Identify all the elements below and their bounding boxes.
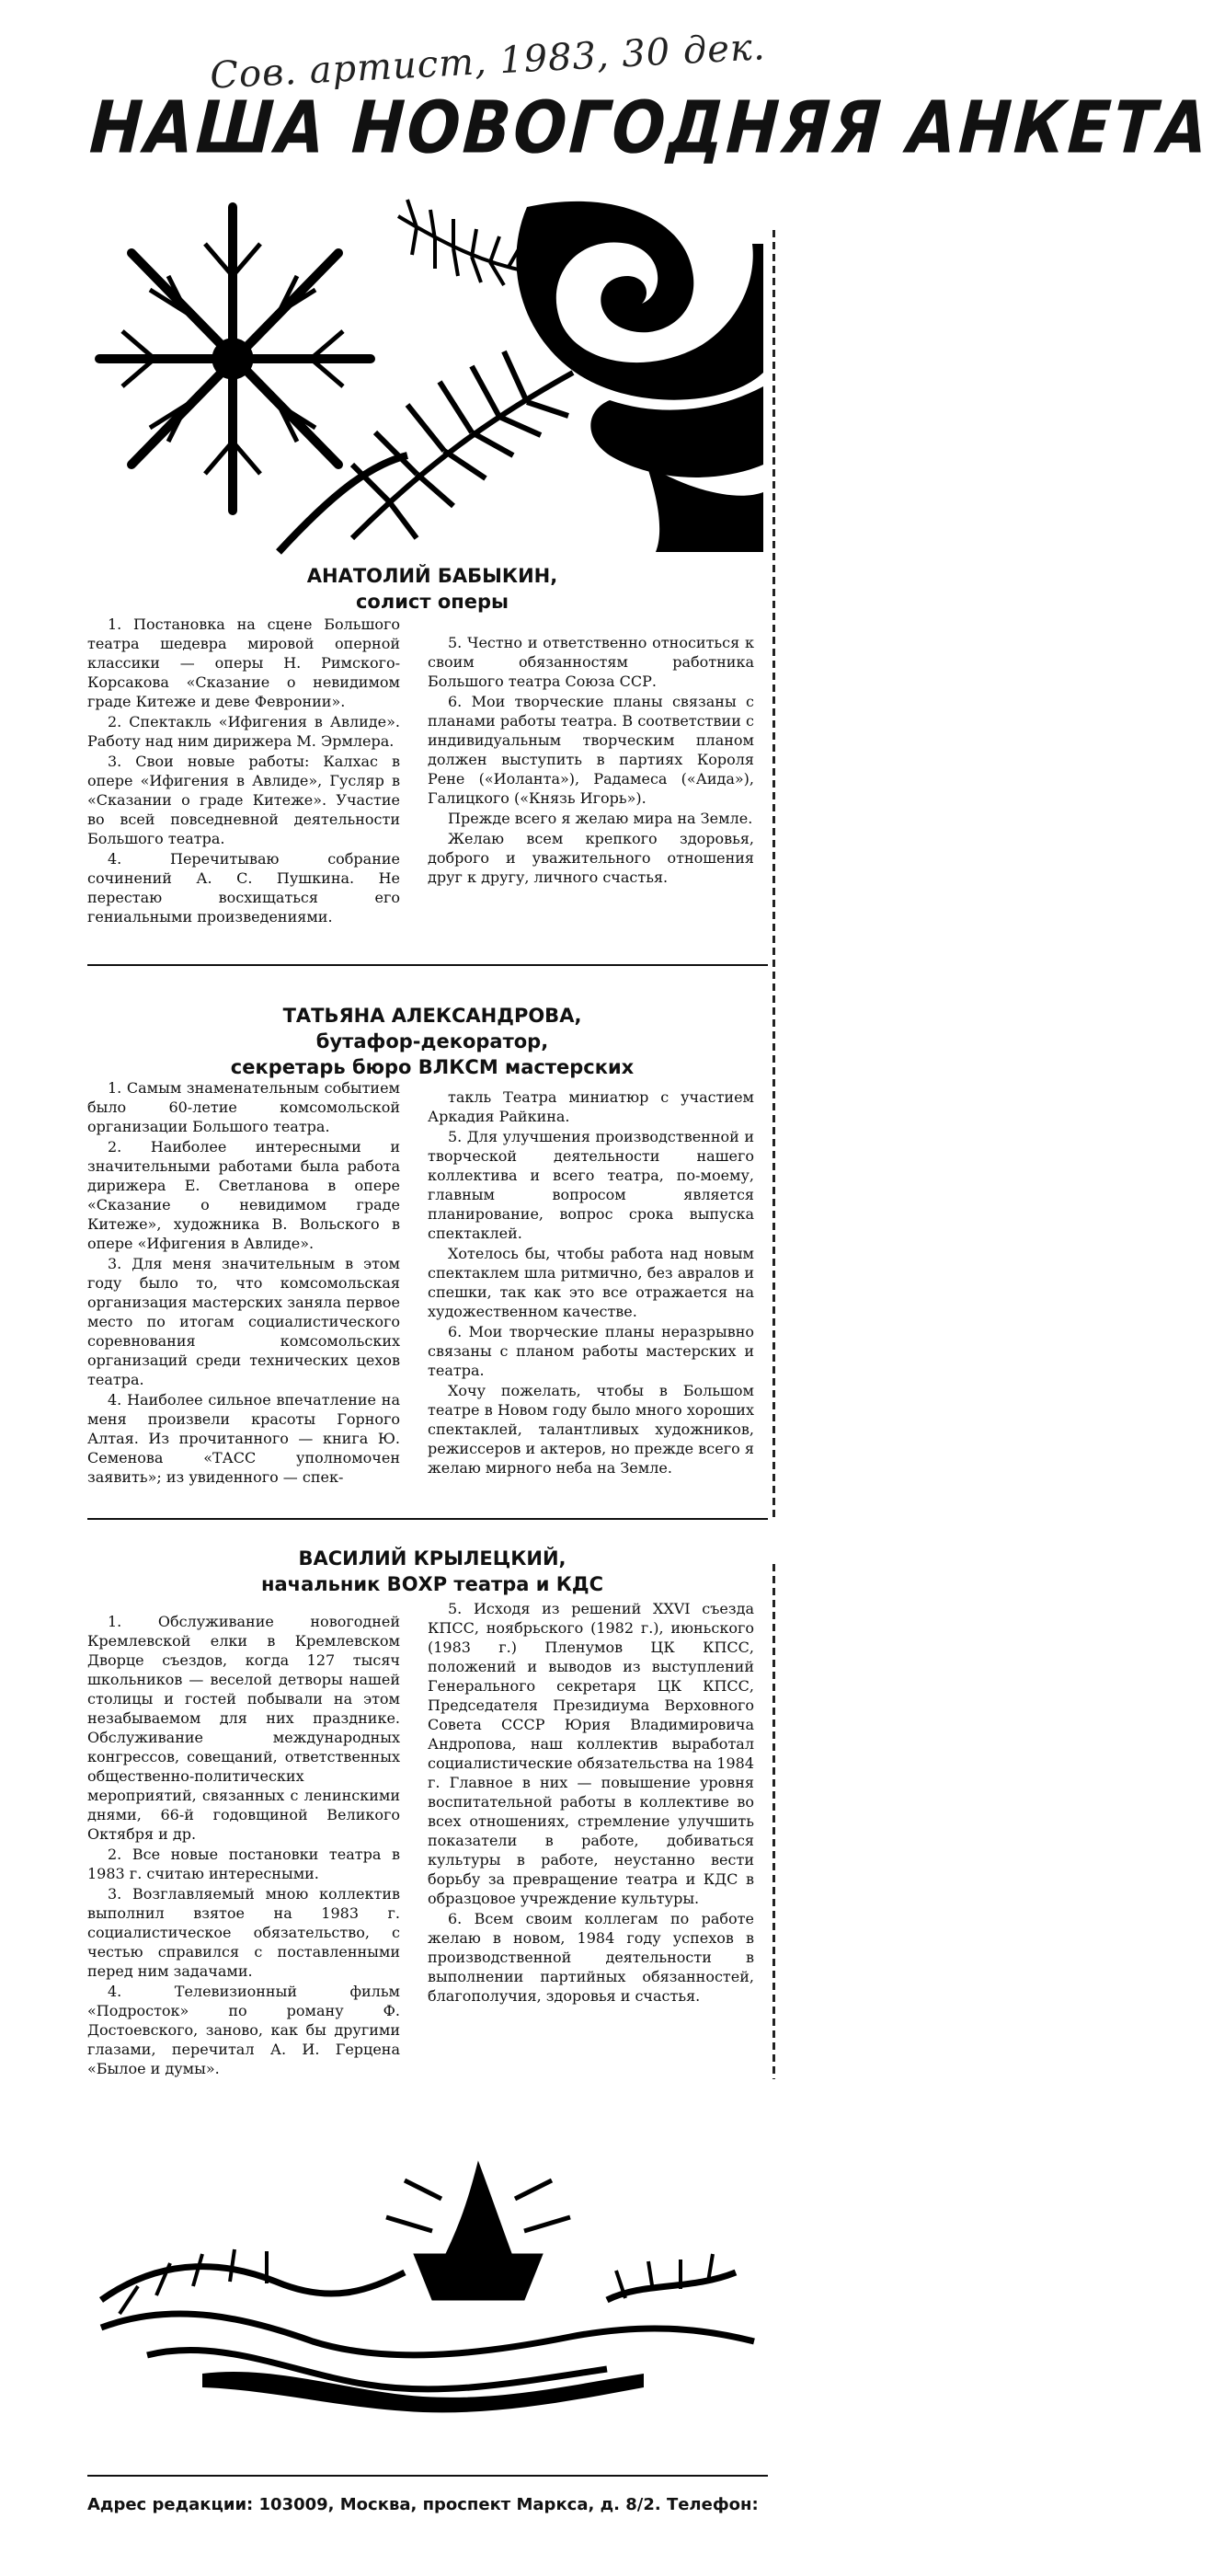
answer-paragraph: 1. Самым знаменательным событием было 60-летие комсомольской организации Большого театра.	[87, 1079, 400, 1135]
answer-paragraph: 6. Мои творческие планы неразрывно связаны с планом работы мастерских и театра.	[428, 1323, 754, 1379]
answer-paragraph: 3. Возглавляемый мною коллектив выполнил взятое на 1983 г. социалистическое обязательство, с честью справился с поставленными перед ним задачами.	[87, 1885, 400, 1980]
answer-paragraph: 2. Спектакль «Ифигения в Авлиде». Работу над ним дирижера М. Эрмлера.	[87, 713, 400, 750]
section-1-header	[92, 563, 772, 615]
section-1-right-column	[428, 633, 754, 888]
section-3-name: ВАСИЛИЙ КРЫЛЕЦКИЙ,	[298, 1547, 566, 1570]
answer-paragraph: 1. Постановка на сцене Большого театра шедевра мировой оперной классики — оперы Н. Римского-Корсакова «Сказание о невидимом граде Китеже и деве Февронии».	[87, 615, 400, 710]
answer-paragraph: 4. Телевизионный фильм «Подросток» по роману Ф. Достоевского, заново, как бы другими глазами, перечитал А. И. Герцена «Былое и думы».	[87, 1983, 400, 2077]
answer-paragraph: Хотелось бы, чтобы работа над новым спектаклем шла ритмично, без авралов и спешки, так как это все отражается на художественном качестве.	[428, 1245, 754, 1320]
handwritten-note: Сов. артист, 1983, 30 дек.	[209, 26, 767, 98]
answer-paragraph: 5. Честно и ответственно относиться к своим обязанностям работника Большого театра Союза ССР.	[428, 634, 754, 690]
answer-paragraph: 3. Свои новые работы: Калхас в опере «Ифигения в Авлиде», Гусляр в «Сказании о граде Китеже». Участие во всей повседневной деятельности Большого театра.	[87, 753, 400, 847]
section-2-right-column	[428, 1087, 754, 1478]
section-2-name: ТАТЬЯНА АЛЕКСАНДРОВА,	[282, 1005, 582, 1027]
answer-paragraph: 6. Мои творческие планы связаны с планами работы театра. В соответствии с индивидуальным творческим планом должен выступить в партиях Короля Рене («Иоланта»), Радамеса («Аида»), Галицкого («Князь Игорь»).	[428, 693, 754, 807]
section-2-header	[92, 1003, 772, 1080]
answer-paragraph: 5. Исходя из решений XXVI съезда КПСС, ноябрьского (1982 г.), июньского (1983 г.) Пленумов ЦК КПСС, положений и выводов из выступлений Генерального секретаря ЦК КПСС, Председателя Президиума Верховного Совета СССР Юрия Владимировича Андропова, наш коллектив выработал социалистические обязательства на 1984 г. Главное в них — повышение уровня воспитательной работы в коллективе во всех отношениях, стремление улучшить показатели в работе, добиваться культуры в работе, неустанно вести борьбу за превращение театра и КДС в образцовое учреждение культуры.	[428, 1600, 754, 1907]
masthead-title: НАША НОВОГОДНЯЯ АНКЕТА	[87, 86, 1213, 170]
section-3-left-column	[87, 1612, 400, 2079]
answer-paragraph: 2. Наиболее интересными и значительными работами была работа дирижера Е. Светланова в опере «Сказание о невидимом граде Китеже», художника В. Вольского в опере «Ифигения в Авлиде».	[87, 1138, 400, 1252]
footer-divider	[87, 2475, 768, 2477]
answer-paragraph: 3. Для меня значительным в этом году было то, что комсомольская организация мастерских заняла первое место по итогам социалистического соревнования комсомольских организаций среди технических цехов театра.	[87, 1255, 400, 1388]
answer-paragraph: 5. Для улучшения производственной и творческой деятельности нашего коллектива и всего театра, по-моему, главным вопросом является планирование, вопрос срока выпуска спектаклей.	[428, 1128, 754, 1242]
section-2-left-column	[87, 1078, 400, 1488]
editorial-address: Адрес редакции: 103009, Москва, проспект Маркса, д. 8/2. Телефон:	[87, 2495, 759, 2514]
section-1-name: АНАТОЛИЙ БАБЫКИН,	[306, 565, 558, 587]
snowflake-fir-illustration	[95, 189, 763, 552]
section-2-role: секретарь бюро ВЛКСМ мастерских	[230, 1056, 635, 1078]
answer-paragraph: Хочу пожелать, чтобы в Большом театре в Новом году было много хороших спектаклей, талантливых художников, режиссеров и актеров, но прежде всего я желаю мирного неба на Земле.	[428, 1382, 754, 1477]
answer-paragraph: 4. Наиболее сильное впечатление на меня произвели красоты Горного Алтая. Из прочитанного — книга Ю. Семенова «ТАСС уполномочен заявить»; из увиденного — спек-	[87, 1391, 400, 1486]
section-3-right-column	[428, 1599, 754, 2007]
section-3-header	[92, 1546, 772, 1597]
section-3-role: начальник ВОХР театра и КДС	[260, 1573, 604, 1595]
fir-tree-icon	[386, 2162, 570, 2300]
fir-branch-illustration	[92, 2144, 754, 2420]
section-2-role: бутафор-декоратор,	[315, 1030, 549, 1052]
section-divider	[87, 1518, 768, 1520]
section-divider	[87, 964, 768, 966]
section-1-left-column	[87, 615, 400, 927]
answer-paragraph: Прежде всего я желаю мира на Земле.	[448, 810, 753, 827]
answer-paragraph: такль Театра миниатюр с участием Аркадия Райкина.	[428, 1088, 754, 1125]
answer-paragraph: Желаю всем крепкого здоровья, доброго и уважительного отношения друг к другу, личного счастья.	[428, 830, 754, 886]
answer-paragraph: 4. Перечитываю собрание сочинений А. С. Пушкина. Не перестаю восхищаться его гениальными произведениями.	[87, 850, 400, 926]
answer-paragraph: 1. Обслуживание новогодней Кремлевской елки в Кремлевском Дворце съездов, когда 127 тысяч школьников — веселой детворы нашей столицы и гостей побывали на этом незабываемом для них празднике. Обслуживание международных конгрессов, совещаний, ответственных общественно-политических мероприятий, связанных с ленинскими днями, 66-й годовщиной Великого Октября и др.	[87, 1613, 400, 1843]
answer-paragraph: 2. Все новые постановки театра в 1983 г. считаю интересными.	[87, 1846, 400, 1882]
answer-paragraph: 6. Всем своим коллегам по работе желаю в новом, 1984 году успехов в производственной деятельности в выполнении партийных обязанностей, благополучия, здоровья и счастья.	[428, 1910, 754, 2005]
section-1-role: солист оперы	[355, 591, 509, 613]
